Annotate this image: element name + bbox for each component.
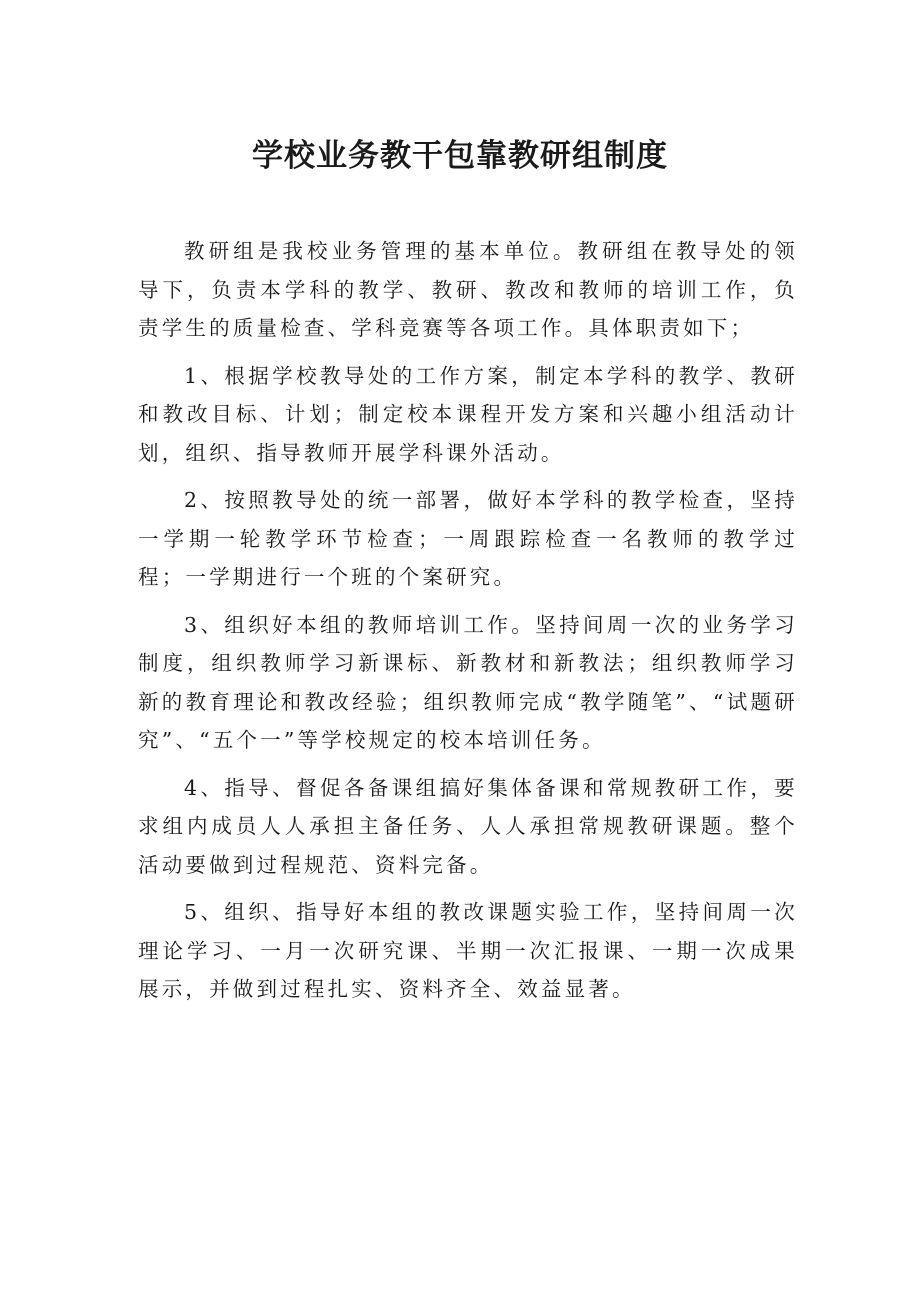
item-2-paragraph: 2、按照教导处的统一部署，做好本学科的教学检查，坚持一学期一轮教学环节检查；一周跟踪检查一名教师的教学过程；一学期进行一个班的个案研究。 [138, 488, 798, 589]
item-3-paragraph: 3、组织好本组的教师培训工作。坚持间周一次的业务学习制度，组织教师学习新课标、新教材和新教法；组织教师学习新的教育理论和教改经验；组织教师完成“教学随笔”、“试题研究”、“五个一”等学校规定的校本培训任务。 [138, 612, 798, 752]
item-5-paragraph: 5、组织、指导好本组的教改课题实验工作，坚持间周一次理论学习、一月一次研究课、半期一次汇报课、一期一次成果展示，并做到过程扎实、资料齐全、效益显著。 [138, 900, 798, 1001]
item-4-paragraph: 4、指导、督促各备课组搞好集体备课和常规教研工作，要求组内成员人人承担主备任务、人人承担常规教研课题。整个活动要做到过程规范、资料完备。 [138, 775, 798, 877]
document-title: 学校业务教干包靠教研组制度 [252, 138, 668, 174]
item-1-paragraph: 1、根据学校教导处的工作方案，制定本学科的教学、教研和教改目标、计划；制定校本课程开发方案和兴趣小组活动计划，组织、指导教师开展学科课外活动。 [138, 363, 798, 465]
intro-paragraph: 教研组是我校业务管理的基本单位。教研组在教导处的领导下，负责本学科的教学、教研、教改和教师的培训工作，负责学生的质量检查、学科竞赛等各项工作。具体职责如下； [138, 239, 798, 340]
document-body [138, 232, 798, 1018]
